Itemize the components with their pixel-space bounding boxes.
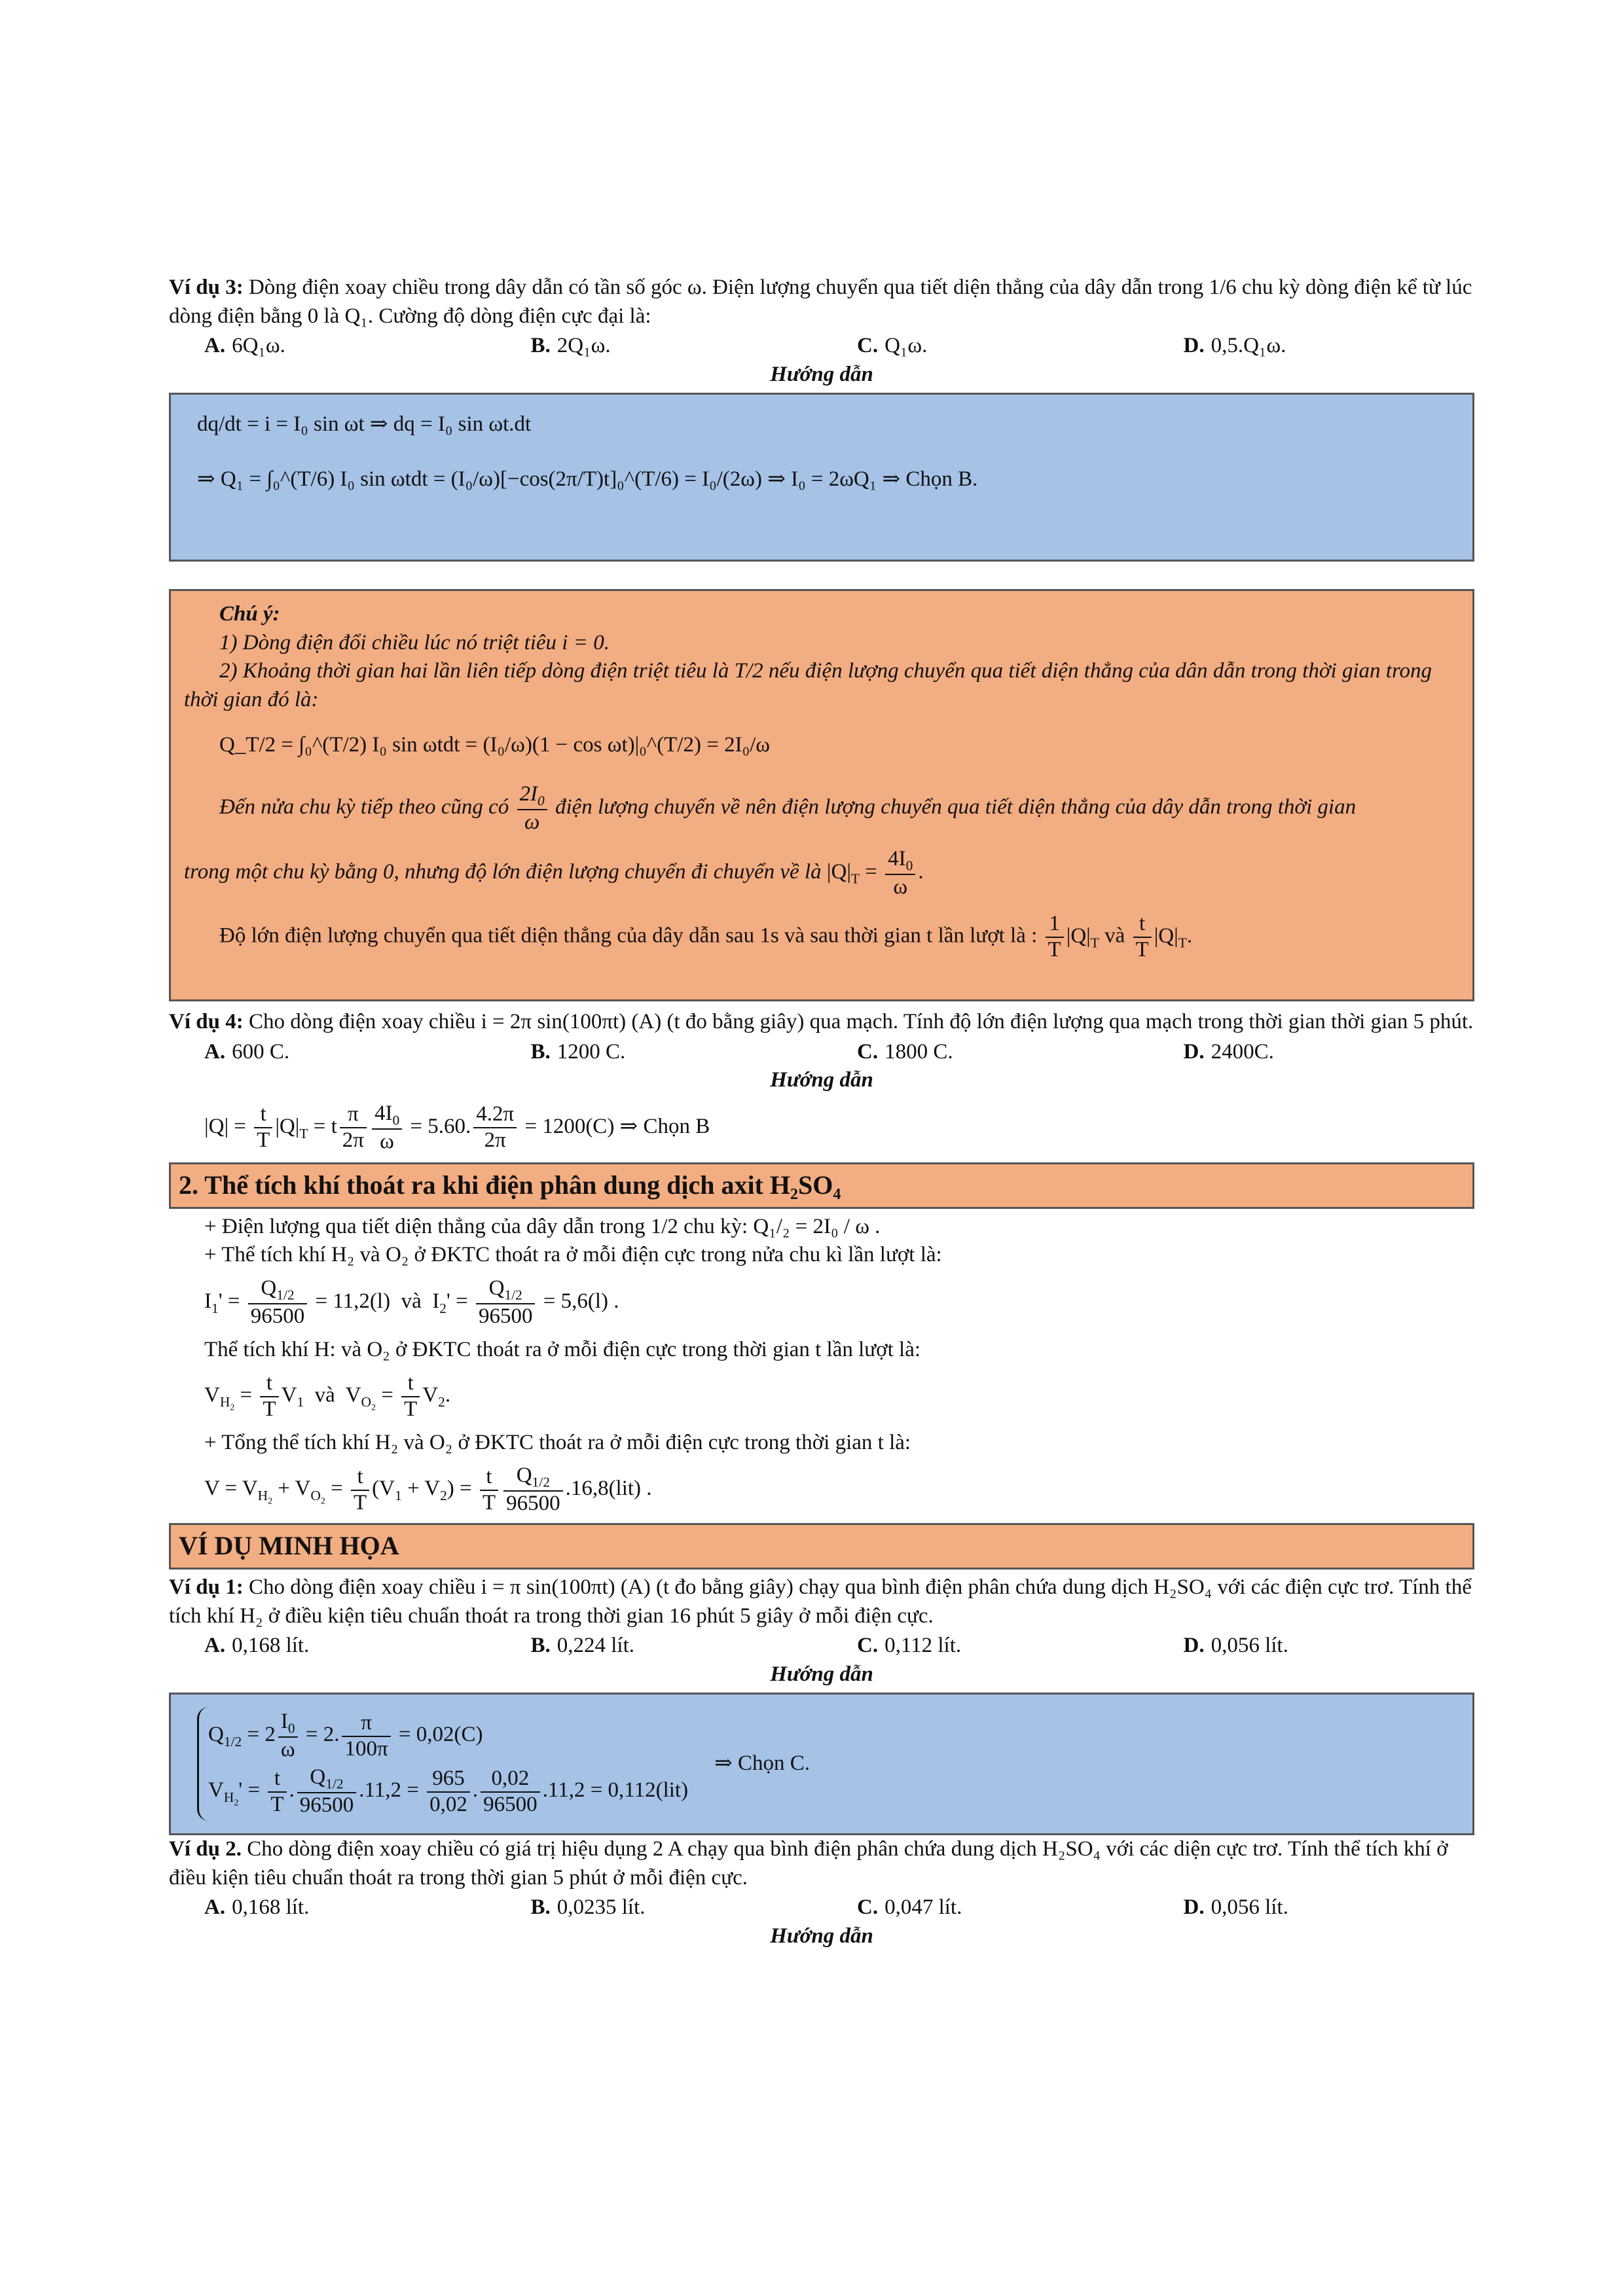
note-title: Chú ý: [219, 602, 280, 626]
example-3-guide-heading: Hướng dẫn [770, 362, 873, 386]
example-1-question: Ví dụ 1: Cho dòng điện xoay chiều i = π sin(100πt) (A) (t đo bằng giây) chạy qua bình điện phân chứa dung dịch H₂SO₄ với các điện cực trơ. Tính thể tích khí H₂ ở điều kiện tiêu chuẩn thoát ra trong thời gian 16 phút 5 giây ở mỗi điện cực. [169, 1575, 1472, 1628]
example-2-guide-heading: Hướng dẫn [770, 1924, 873, 1948]
note-line-5: Độ lớn điện lượng chuyển qua tiết diện thẳng của dây dẫn sau 1s và sau thời gian t lần lượt là : $\frac{1}{T}$ $|Q|_T$ và $\frac{t}{T}$ $|Q|_T$. [219, 912, 1193, 962]
option-c: C. 0,047 lít. [857, 1895, 962, 1920]
section-examples-heading: VÍ DỤ MINH HỌA [169, 1523, 1474, 1570]
example-3-question [169, 274, 1474, 331]
option-d: D. 0,056 lít. [1183, 1895, 1288, 1920]
section-2-heading: 2. Thể tích khí thoát ra khi điện phân dung dịch axit H₂SO₄ [169, 1162, 1474, 1209]
section-2-bullet-3: Thể tích khí H: và O₂ ở ĐKTC thoát ra ở mỗi điện cực trong thời gian t lần lượt là: [204, 1338, 921, 1362]
note-equation: Q_T/2 = ∫₀^(T/2) I₀ sin ωtdt = (I₀/ω)(1 − cos ωt)|₀^(T/2) = 2I₀/ω [219, 733, 771, 757]
example-2-question: Ví dụ 2. Cho dòng điện xoay chiều có giá trị hiệu dụng 2 A chạy qua bình điện phân chứa dung dịch H₂SO₄ với các diện cực trơ. Tính thể tích khí ở điều kiện tiêu chuẩn thoát ra trong thời gian 5 phút ở mỗi điện cực. [169, 1837, 1448, 1890]
option-d: D. 0,5.Q₁ω. [1183, 334, 1286, 358]
option-a: A. 0,168 lít. [204, 1634, 310, 1658]
section-2-eq-3: $V = V_{H_2} + V_{O_2}$ = $\frac{t}{T}$ $(V_1 + V_2)$ = $\frac{t}{T}$ $\frac{Q_{1/2}}{96500}$ .16,8(lit) . [204, 1463, 652, 1516]
example-4-solution: |Q| = $\frac{t}{T}$ $|Q|_T = t$ $\frac{\pi}{2\pi}$ $\frac{4I_0}{\omega}$ = 5.60. $\frac{4.2\pi}{2\pi}$ = 1200(C) ⇒ Chọn B [204, 1101, 710, 1154]
option-a: A. 0,168 lít. [204, 1895, 310, 1920]
example-1-guide-heading: Hướng dẫn [770, 1662, 873, 1686]
example-3-solution-box [169, 393, 1474, 562]
option-a: A. 6Q₁ω. [204, 334, 285, 358]
example-2-options [169, 1893, 1474, 1922]
section-2-bullet-2: + Thể tích khí H₂ và O₂ ở ĐKTC thoát ra ở mỗi điện cực trong nửa chu kì lần lượt là: [204, 1243, 942, 1267]
option-b: B. 0,0235 lít. [530, 1895, 646, 1920]
example-4-guide-heading: Hướng dẫn [770, 1068, 873, 1092]
example-3-text: Dòng điện xoay chiều trong dây dẫn có tần số góc ω. Điện lượng chuyển qua tiết diện thẳng của dây dẫn trong 1/6 chu kỳ dòng điện kể từ lúc dòng điện bằng 0 là Q₁. Cường độ dòng điện cực đại là: [169, 276, 1472, 328]
solution-eq-1: $Q_{1/2} = 2$ $\frac{I_0}{\omega}$ = 2. $\frac{\pi}{100\pi}$ = 0,02(C) [208, 1710, 483, 1762]
section-2-bullet-1: + Điện lượng qua tiết diện thẳng của dây dẫn trong 1/2 chu kỳ: Q₁/₂ = 2I₀ / ω . [204, 1214, 881, 1238]
note-line-3: Đến nửa chu kỳ tiếp theo cũng có $\frac{2I_0}{\omega}$ điện lượng chuyển về nên điện lượng chuyển qua tiết diện thẳng của dây dẫn trong thời gian [219, 781, 1357, 834]
section-2-eq-2: $V_{H_2}$ = $\frac{t}{T}$ $V_1$ và $V_{O_2}$ = $\frac{t}{T}$ $V_2$. [204, 1371, 451, 1421]
document-page [169, 274, 1474, 1950]
section-2-body [169, 1213, 1474, 1516]
solution-eq-2: $V_{H_2}'$ = $\frac{t}{T}$ . $\frac{Q_{1/2}}{96500}$ .11,2 = $\frac{965}{0,02}$ . $\frac{0,02}{96500}$ .11,2 = 0,112(lit) [208, 1765, 689, 1818]
option-b: B. 0,224 lít. [530, 1634, 635, 1658]
example-1-solution-box [169, 1693, 1474, 1835]
option-a: A. 600 C. [204, 1039, 290, 1064]
section-2-eq-1: $I_1'$ = $\frac{Q_{1/2}}{96500}$ = 11,2(l) và $I_2'$ = $\frac{Q_{1/2}}{96500}$ = 5,6(l) . [204, 1276, 619, 1329]
option-d: D. 0,056 lít. [1183, 1634, 1288, 1658]
example-1-answer: ⇒ Chọn C. [714, 1751, 810, 1776]
note-line-4: trong một chu kỳ bằng 0, nhưng độ lớn điện lượng chuyển đi chuyển về là $|Q|_T$ = $\frac{4I_0}{\omega}$ . [184, 847, 924, 899]
option-c: C. 1800 C. [857, 1039, 953, 1064]
solution-line-1: dq/dt = i = I₀ sin ωt ⇒ dq = I₀ sin ωt.dt [197, 412, 532, 437]
option-b: B. 1200 C. [530, 1039, 626, 1064]
example-3-options [169, 332, 1474, 361]
example-4-options [169, 1038, 1474, 1067]
option-d: D. 2400C. [1183, 1039, 1274, 1064]
section-2-bullet-4: + Tổng thể tích khí H₂ và O₂ ở ĐKTC thoát ra ở mỗi điện cực trong thời gian t là: [204, 1430, 911, 1454]
solution-system [197, 1707, 688, 1821]
note-line-2: 2) Khoảng thời gian hai lần liên tiếp dòng điện triệt tiêu là T/2 nếu điện lượng chuyển qua tiết diện thẳng của dân dẫn trong thời gian trong thời gian đó là: [184, 659, 1432, 711]
option-c: C. 0,112 lít. [857, 1634, 962, 1658]
solution-line-2: ⇒ Q₁ = ∫₀^(T/6) I₀ sin ωtdt = (I₀/ω)[−cos(2π/T)t]₀^(T/6) = I₀/(2ω) ⇒ I₀ = 2ωQ₁ ⇒ Chọn B. [197, 467, 978, 491]
note-line-1: 1) Dòng điện đổi chiều lúc nó triệt tiêu i = 0. [219, 630, 610, 655]
note-box [169, 589, 1474, 1001]
example-4-question: Ví dụ 4: Cho dòng điện xoay chiều i = 2π sin(100πt) (A) (t đo bằng giây) qua mạch. Tính độ lớn điện lượng qua mạch trong thời gian thời gian 5 phút. [169, 1010, 1474, 1034]
option-b: B. 2Q₁ω. [530, 334, 611, 358]
example-3-label: Ví dụ 3: [169, 276, 244, 299]
option-c: C. Q₁ω. [857, 334, 928, 358]
example-1-options [169, 1632, 1474, 1660]
